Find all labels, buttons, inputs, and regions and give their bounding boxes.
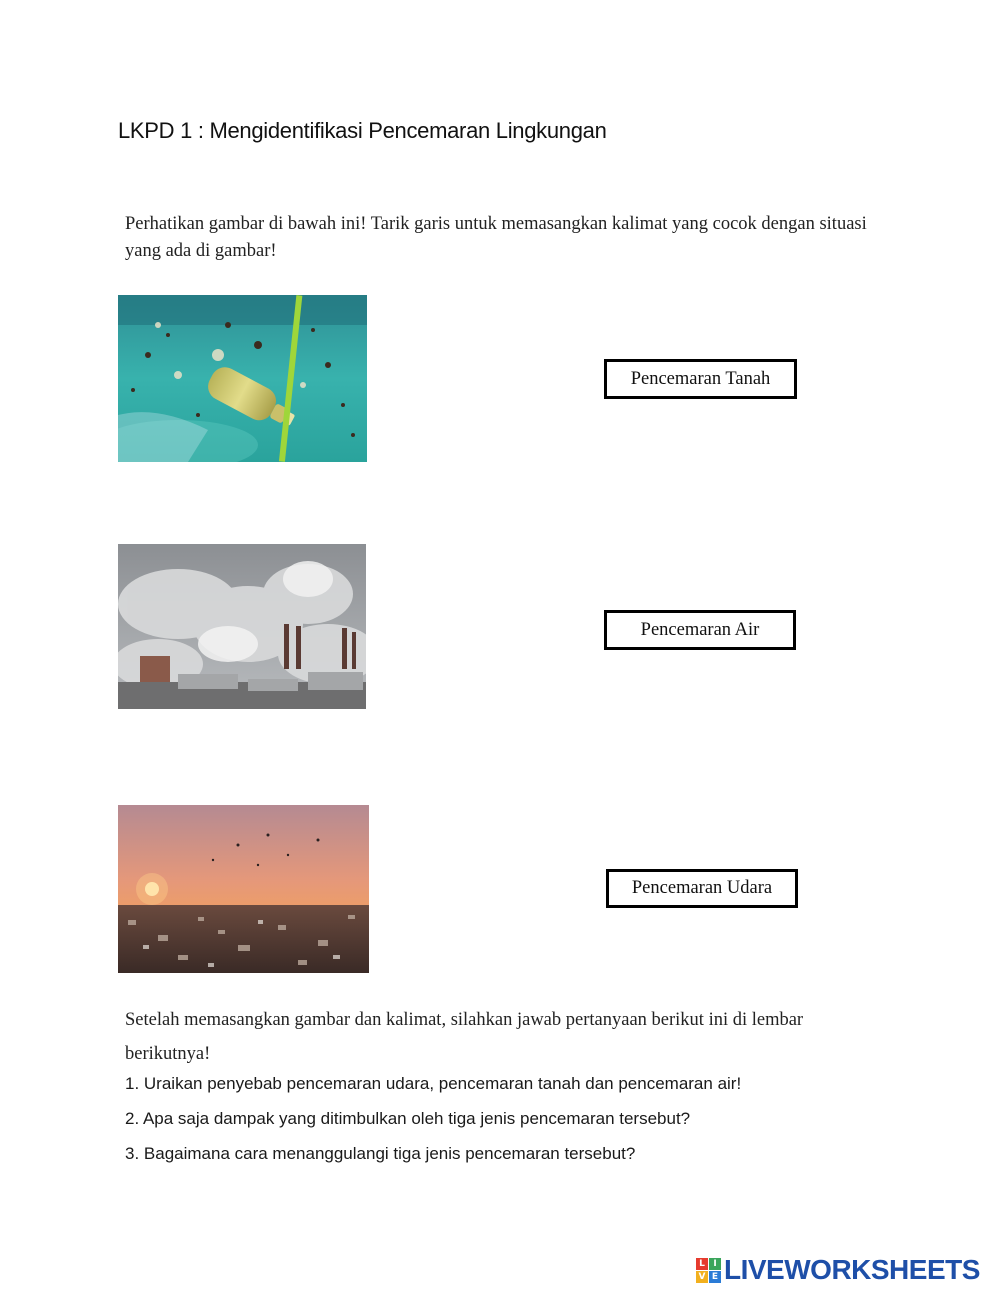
logo-letter: L — [696, 1258, 708, 1270]
logo-letter: V — [696, 1271, 708, 1283]
option-pencemaran-udara[interactable]: Pencemaran Udara — [606, 869, 798, 908]
liveworksheets-logo-icon — [696, 1258, 721, 1283]
page-title: LKPD 1 : Mengidentifikasi Pencemaran Lingkungan — [118, 118, 607, 143]
liveworksheets-brand[interactable] — [696, 1254, 980, 1286]
air-pollution-photo[interactable] — [118, 544, 366, 709]
land-pollution-photo[interactable] — [118, 805, 369, 973]
brand-name: LIVEWORKSHEETS — [724, 1254, 980, 1285]
instruction-text: Perhatikan gambar di bawah ini! Tarik garis untuk memasangkan kalimat yang cocok dengan situasi yang ada di gambar! — [125, 214, 867, 261]
question-item: 3. Bagaimana cara menanggulangi tiga jenis pencemaran tersebut? — [125, 1144, 636, 1163]
logo-letter: E — [709, 1271, 721, 1283]
question-item: 1. Uraikan penyebab pencemaran udara, pencemaran tanah dan pencemaran air! — [125, 1074, 742, 1093]
water-pollution-photo[interactable] — [118, 295, 367, 462]
followup-instruction: Setelah memasangkan gambar dan kalimat, silahkan jawab pertanyaan berikut ini di lembar berikutnya! — [125, 1010, 804, 1064]
option-pencemaran-air[interactable]: Pencemaran Air — [604, 610, 796, 650]
question-item: 2. Apa saja dampak yang ditimbulkan oleh tiga jenis pencemaran tersebut? — [125, 1109, 691, 1128]
question-list — [125, 1070, 741, 1175]
logo-letter: I — [709, 1258, 721, 1270]
option-pencemaran-tanah[interactable]: Pencemaran Tanah — [604, 359, 797, 399]
